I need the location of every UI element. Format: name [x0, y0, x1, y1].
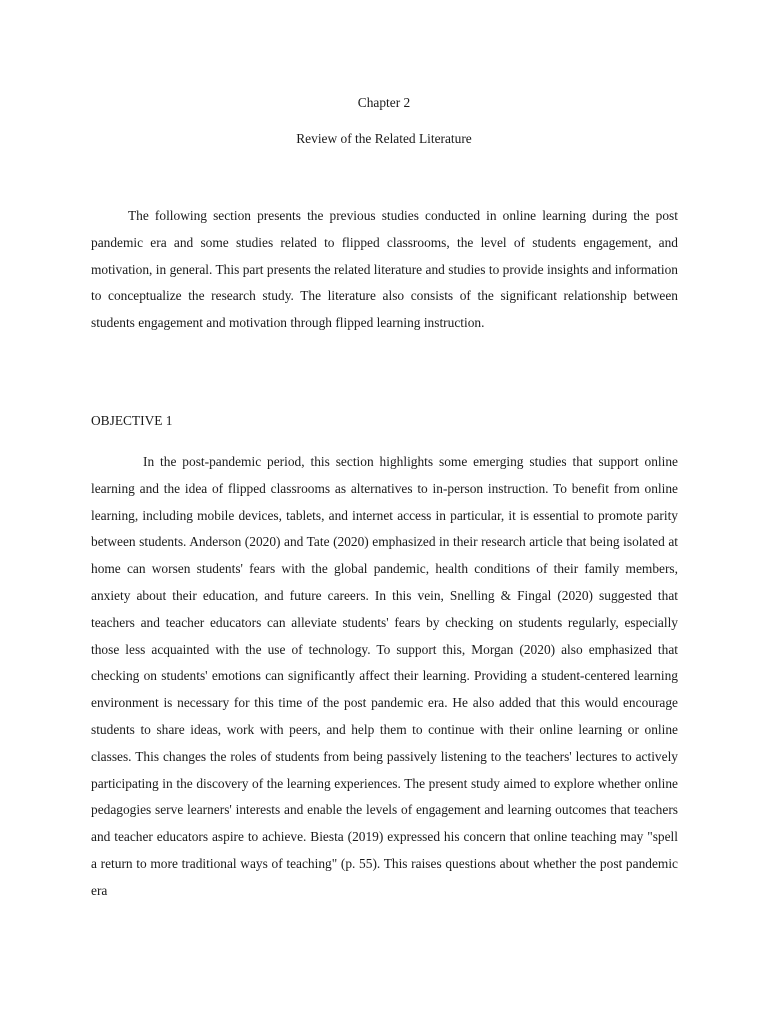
- objective-paragraph: In the post-pandemic period, this section highlights some emerging studies that support online learning and the idea of flipped classrooms as alternatives to in-person instruction. To benefit from online learning, including mobile devices, tablets, and internet access in particular, it is essential to promote parity between students. Anderson (2020) and Tate (2020) emphasized in their research article that being isolated at home can worsen students' fears with the global pandemic, health conditions of their family members, anxiety about their education, and future careers. In this vein, Snelling & Fingal (2020) suggested that teachers and teacher educators can alleviate students' fears by checking on students regularly, especially those less acquainted with the use of technology. To support this, Morgan (2020) also emphasized that checking on students' emotions can significantly affect their learning. Providing a student-centered learning environment is necessary for this time of the post pandemic era. He also added that this would encourage students to share ideas, work with peers, and help them to continue with their online learning or online classes. This changes the roles of students from being passively listening to the teachers' lectures to actively participating in the discovery of the learning experiences. The present study aimed to explore whether online pedagogies serve learners' interests and enable the levels of engagement and learning outcomes that teachers and teacher educators aspire to achieve. Biesta (2019) expressed his concern that online teaching may "spell a return to more traditional ways of teaching" (p. 55). This raises questions about whether the post pandemic era: [91, 454, 678, 898]
- chapter-label: Chapter 2: [357, 95, 411, 110]
- intro-paragraph: The following section presents the previous studies conducted in online learning during the post pandemic era and some studies related to flipped classrooms, the level of students engagement, and motivation, in general. This part presents the related literature and studies to provide insights and information to conceptualize the research study. The literature also consists of the significant relationship between students engagement and motivation through flipped learning instruction.: [91, 208, 678, 331]
- objective-heading: OBJECTIVE 1: [91, 413, 173, 428]
- section-title: Review of the Related Literature: [296, 131, 472, 146]
